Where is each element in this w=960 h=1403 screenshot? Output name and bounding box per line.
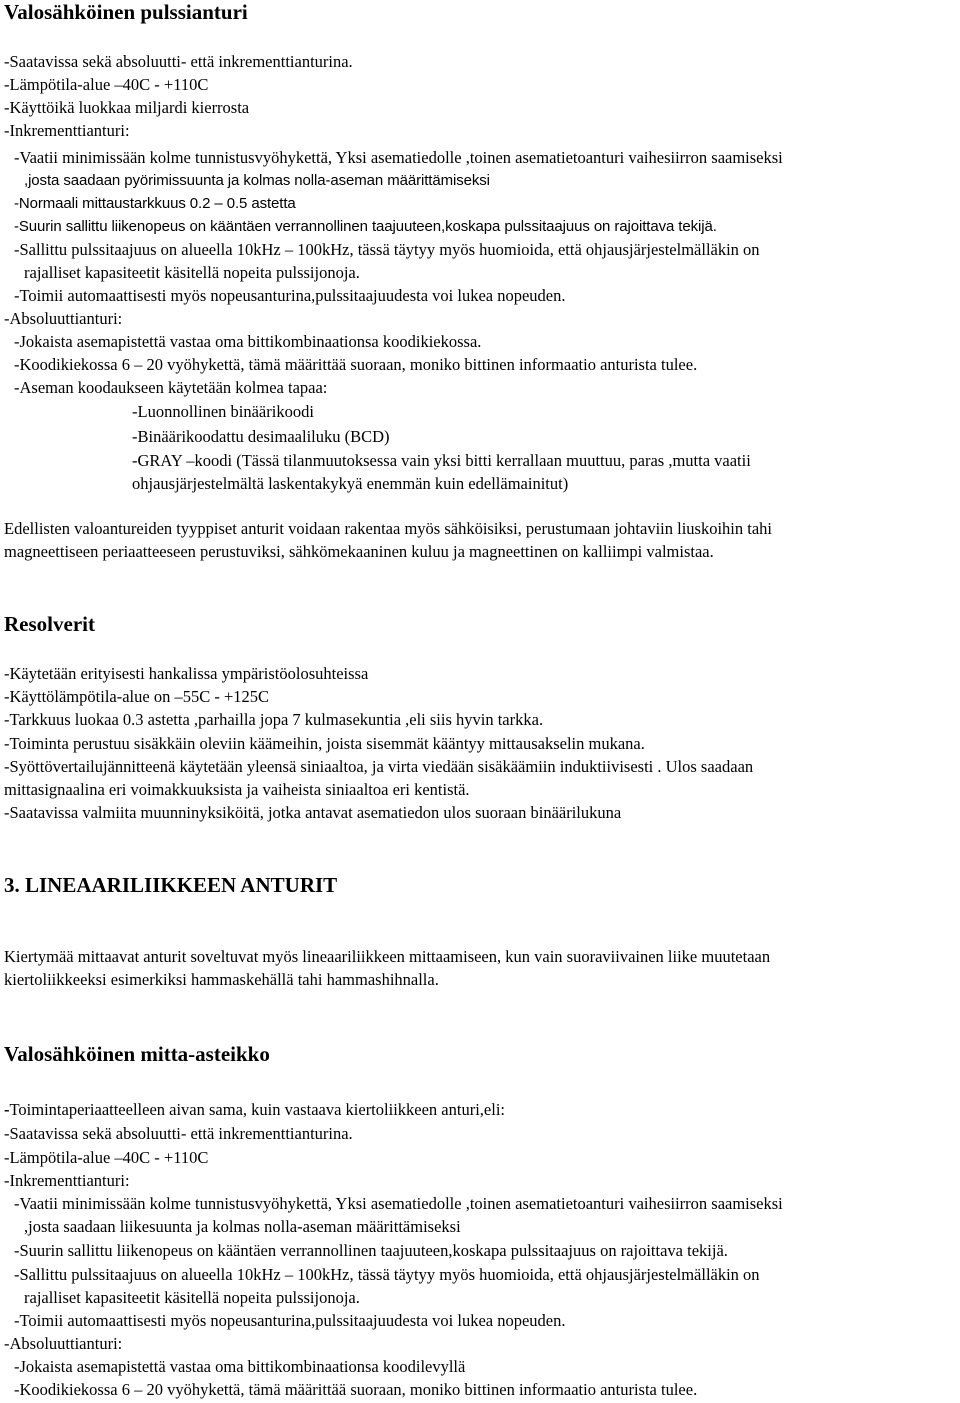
text-line: -GRAY –koodi (Tässä tilanmuutoksessa vain yksi bitti kerrallaan muuttuu, paras ,mutta vaatii <box>132 451 751 470</box>
text-line: -Sallittu pulssitaajuus on alueella 10kHz – 100kHz, tässä täytyy myös huomioida, että ohjausjärjestelmälläkin on <box>14 1265 760 1284</box>
text-line: -Lämpötila-alue –40C - +110C <box>4 1148 209 1167</box>
text-line: -Saatavissa sekä absoluutti- että inkrementtianturina. <box>4 1124 353 1143</box>
text-line: -Lämpötila-alue –40C - +110C <box>4 75 209 94</box>
section-title-mitta-asteikko: Valosähköinen mitta-asteikko <box>4 1042 270 1066</box>
text-line: ,josta saadaan liikesuunta ja kolmas nolla-aseman määrittämiseksi <box>24 1217 461 1236</box>
text-line: -Saatavissa valmiita muunninyksiköitä, jotka antavat asematiedon ulos suoraan binäärilukuna <box>4 803 622 822</box>
intro-dash: - <box>4 1100 10 1119</box>
text-line: -Käyttölämpötila-alue on –55C - +125C <box>4 687 270 706</box>
paragraph-line: Edellisten valoantureiden tyyppiset anturit voidaan rakentaa myös sähköisiksi, perustumaan johtaviin liuskoihin tahi <box>4 519 773 538</box>
text-line: -Toiminta perustuu sisäkkäin oleviin käämeihin, joista sisemmät kääntyy mittausakselin mukana. <box>4 734 645 753</box>
text-line: -Käytetään erityisesti hankalissa ympäristöolosuhteissa <box>4 664 369 683</box>
text-line: -Syöttövertailujännitteenä käytetään yleensä siniaaltoa, ja virta viedään sisäkäämiin induktiivisesti . Ulos saadaan <box>4 757 754 776</box>
text-line: -Absoluuttianturi: <box>4 1334 123 1353</box>
text-line: -Jokaista asemapistettä vastaa oma bittikombinaationsa koodikiekossa. <box>14 332 482 351</box>
text-line: -Binäärikoodattu desimaaliluku (BCD) <box>132 427 390 446</box>
text-line: -Toimii automaattisesti myös nopeusanturina,pulssitaajuudesta voi lukea nopeuden. <box>14 1311 566 1330</box>
paragraph-line: kiertoliikkeeksi esimerkiksi hammaskehällä tahi hammashihnalla. <box>4 970 439 989</box>
text-line: ohjausjärjestelmältä laskentakykyä enemmän kuin edellämainitut) <box>132 474 569 493</box>
text-line: -Käyttöikä luokkaa miljardi kierrosta <box>4 98 250 117</box>
paragraph-line: Kiertymää mittaavat anturit soveltuvat myös lineaariliikkeen mittaamiseen, kun vain suoraviivainen liike muutetaan <box>4 947 771 966</box>
text-line: rajalliset kapasiteetit käsitellä nopeita pulssijonoja. <box>24 263 360 282</box>
text-line: -Tarkkuus luokaa 0.3 astetta ,parhailla jopa 7 kulmasekuntia ,eli siis hyvin tarkka. <box>4 710 544 729</box>
section-title-resolverit: Resolverit <box>4 612 95 636</box>
text-line: -Toimii automaattisesti myös nopeusanturina,pulssitaajuudesta voi lukea nopeuden. <box>14 286 566 305</box>
text-line: -Inkrementtianturi: <box>4 1171 130 1190</box>
intro-text: Toimintaperiaatteelleen aivan sama, kuin vastaava kiertoliikkeen anturi,eli: <box>9 1100 505 1119</box>
text-line: -Sallittu pulssitaajuus on alueella 10kHz – 100kHz, tässä täytyy myös huomioida, että ohjausjärjestelmälläkin on <box>14 240 760 259</box>
text-line: -Saatavissa sekä absoluutti- että inkrementtianturina. <box>4 52 353 71</box>
text-line: mittasignaalina eri voimakkuuksista ja vaiheista siniaaltoa eri kentistä. <box>4 780 470 799</box>
paragraph-line: magneettiseen periaatteeseen perustuviksi, sähkömekaaninen kuluu ja magneettinen on kalliimpi valmistaa. <box>4 542 714 561</box>
text-line: -Koodikiekossa 6 – 20 vyöhykettä, tämä määrittää suoraan, moniko bittinen informaatio anturista tulee. <box>14 355 698 374</box>
section-title-pulssianturi: Valosähköinen pulssianturi <box>4 0 248 24</box>
text-line: -Vaatii minimissään kolme tunnistusvyöhykettä, Yksi asematiedolle ,toinen asematietoanturi vaihesiirron saamiseksi <box>14 148 783 167</box>
text-line: -Inkrementtianturi: <box>4 121 130 140</box>
text-line: ,josta saadaan pyörimissuunta ja kolmas nolla-aseman määrittämiseksi <box>24 172 490 189</box>
text-line: rajalliset kapasiteetit käsitellä nopeita pulssijonoja. <box>24 1288 360 1307</box>
text-line: -Aseman koodaukseen käytetään kolmea tapaa: <box>14 378 328 397</box>
text-line: -Absoluuttianturi: <box>4 309 123 328</box>
text-line: -Normaali mittaustarkkuus 0.2 – 0.5 astetta <box>14 195 296 212</box>
section-title-lineaariliike: 3. LINEAARILIIKKEEN ANTURIT <box>4 873 338 897</box>
text-line: -Luonnollinen binäärikoodi <box>132 402 314 421</box>
text-line: -Jokaista asemapistettä vastaa oma bittikombinaationsa koodilevyllä <box>14 1357 466 1376</box>
text-line: -Vaatii minimissään kolme tunnistusvyöhykettä, Yksi asematiedolle ,toinen asematietoanturi vaihesiirron saamiseksi <box>14 1194 783 1213</box>
text-line: -Koodikiekossa 6 – 20 vyöhykettä, tämä määrittää suoraan, moniko bittinen informaatio anturista tulee. <box>14 1380 698 1399</box>
text-line: -Suurin sallittu liikenopeus on kääntäen verrannollinen taajuuteen,koskapa pulssitaajuus on rajoittava tekijä. <box>14 218 717 235</box>
text-line: -Suurin sallittu liikenopeus on kääntäen verrannollinen taajuuteen,koskapa pulssitaajuus on rajoittava tekijä. <box>14 1241 728 1260</box>
intro-line <box>4 1098 505 1121</box>
